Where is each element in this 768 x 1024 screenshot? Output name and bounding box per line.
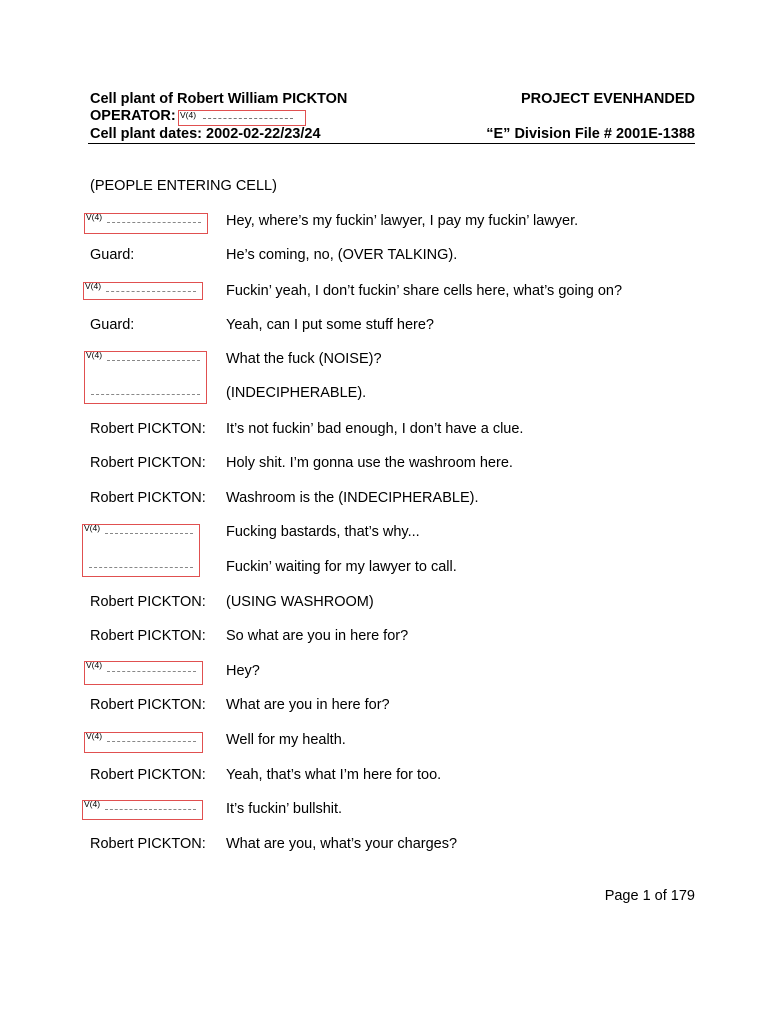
redaction-dash-line: [107, 222, 201, 223]
transcript-text: Hey?: [226, 663, 260, 679]
transcript-text: Fuckin’ waiting for my lawyer to call.: [226, 559, 457, 575]
speaker-redaction-box: [84, 732, 203, 753]
redaction-dash-line: [107, 741, 196, 742]
redaction-code: V(4): [86, 212, 103, 222]
transcript-speaker: Robert PICKTON:: [90, 767, 206, 783]
speaker-redaction-box: [82, 800, 203, 820]
redaction-dash-line: [91, 394, 200, 395]
transcript-text: What are you in here for?: [226, 697, 390, 713]
transcript-text: It’s fuckin’ bullshit.: [226, 801, 343, 817]
speaker-redaction-box: [84, 213, 208, 234]
speaker-redaction-box: [83, 282, 203, 300]
redaction-code: V(4): [86, 350, 103, 360]
redaction-code: V(4): [84, 523, 101, 533]
transcript-text: It’s not fuckin’ bad enough, I don’t have a clue.: [226, 421, 524, 437]
redaction-dash-line: [89, 567, 193, 568]
transcript-text: (USING WASHROOM): [226, 594, 374, 610]
redaction-dash-line: [107, 360, 200, 361]
page-number: Page 1 of 179: [604, 888, 695, 904]
transcript-speaker: Guard:: [90, 317, 135, 333]
transcript-text: Holy shit. I’m gonna use the washroom here.: [226, 455, 513, 471]
redaction-code: V(4): [86, 731, 103, 741]
transcript-text: So what are you in here for?: [226, 628, 409, 644]
redaction-dash-line: [105, 533, 193, 534]
redaction-dash-line: [105, 809, 196, 810]
redaction-code: V(4): [84, 799, 101, 809]
transcript-speaker: Robert PICKTON:: [90, 594, 206, 610]
transcript-text: Fuckin’ yeah, I don’t fuckin’ share cells here, what’s going on?: [226, 283, 623, 299]
division-file-number: “E” Division File # 2001E-1388: [486, 126, 695, 142]
redaction-dash-line: [203, 118, 293, 119]
speaker-redaction-box: [84, 661, 203, 685]
transcript-speaker: Robert PICKTON:: [90, 697, 206, 713]
transcript-text: Yeah, that’s what I’m here for too.: [226, 767, 442, 783]
speaker-redaction-box: [82, 524, 200, 577]
transcript-text: Well for my health.: [226, 732, 346, 748]
transcript-text: Hey, where’s my fuckin’ lawyer, I pay my fuckin’ lawyer.: [226, 213, 579, 229]
operator-redaction-box: [178, 110, 306, 126]
cell-plant-dates: Cell plant dates: 2002-02-22/23/24: [90, 126, 321, 142]
transcript-text: Fucking bastards, that’s why...: [226, 524, 420, 540]
redaction-code: V(4): [85, 281, 102, 291]
transcript-text: What the fuck (NOISE)?: [226, 351, 382, 367]
speaker-redaction-box: [84, 351, 207, 404]
transcript-speaker: Robert PICKTON:: [90, 836, 206, 852]
transcript-text: What are you, what’s your charges?: [226, 836, 458, 852]
operator-label: OPERATOR:: [90, 108, 176, 124]
document-title: Cell plant of Robert William PICKTON: [90, 91, 348, 107]
redaction-dash-line: [106, 291, 196, 292]
transcript-speaker: Robert PICKTON:: [90, 421, 206, 437]
transcript-speaker: Robert PICKTON:: [90, 490, 206, 506]
transcript-speaker: Robert PICKTON:: [90, 455, 206, 471]
stage-direction: (PEOPLE ENTERING CELL): [90, 178, 277, 194]
redaction-code: V(4): [180, 110, 197, 120]
transcript-text: He’s coming, no, (OVER TALKING).: [226, 247, 458, 263]
header-rule: [88, 143, 695, 144]
transcript-text: Washroom is the (INDECIPHERABLE).: [226, 490, 479, 506]
redaction-dash-line: [107, 671, 196, 672]
transcript-text: Yeah, can I put some stuff here?: [226, 317, 434, 333]
transcript-text: (INDECIPHERABLE).: [226, 385, 367, 401]
redaction-code: V(4): [86, 660, 103, 670]
transcript-speaker: Robert PICKTON:: [90, 628, 206, 644]
transcript-speaker: Guard:: [90, 247, 135, 263]
project-name: PROJECT EVENHANDED: [520, 91, 695, 107]
